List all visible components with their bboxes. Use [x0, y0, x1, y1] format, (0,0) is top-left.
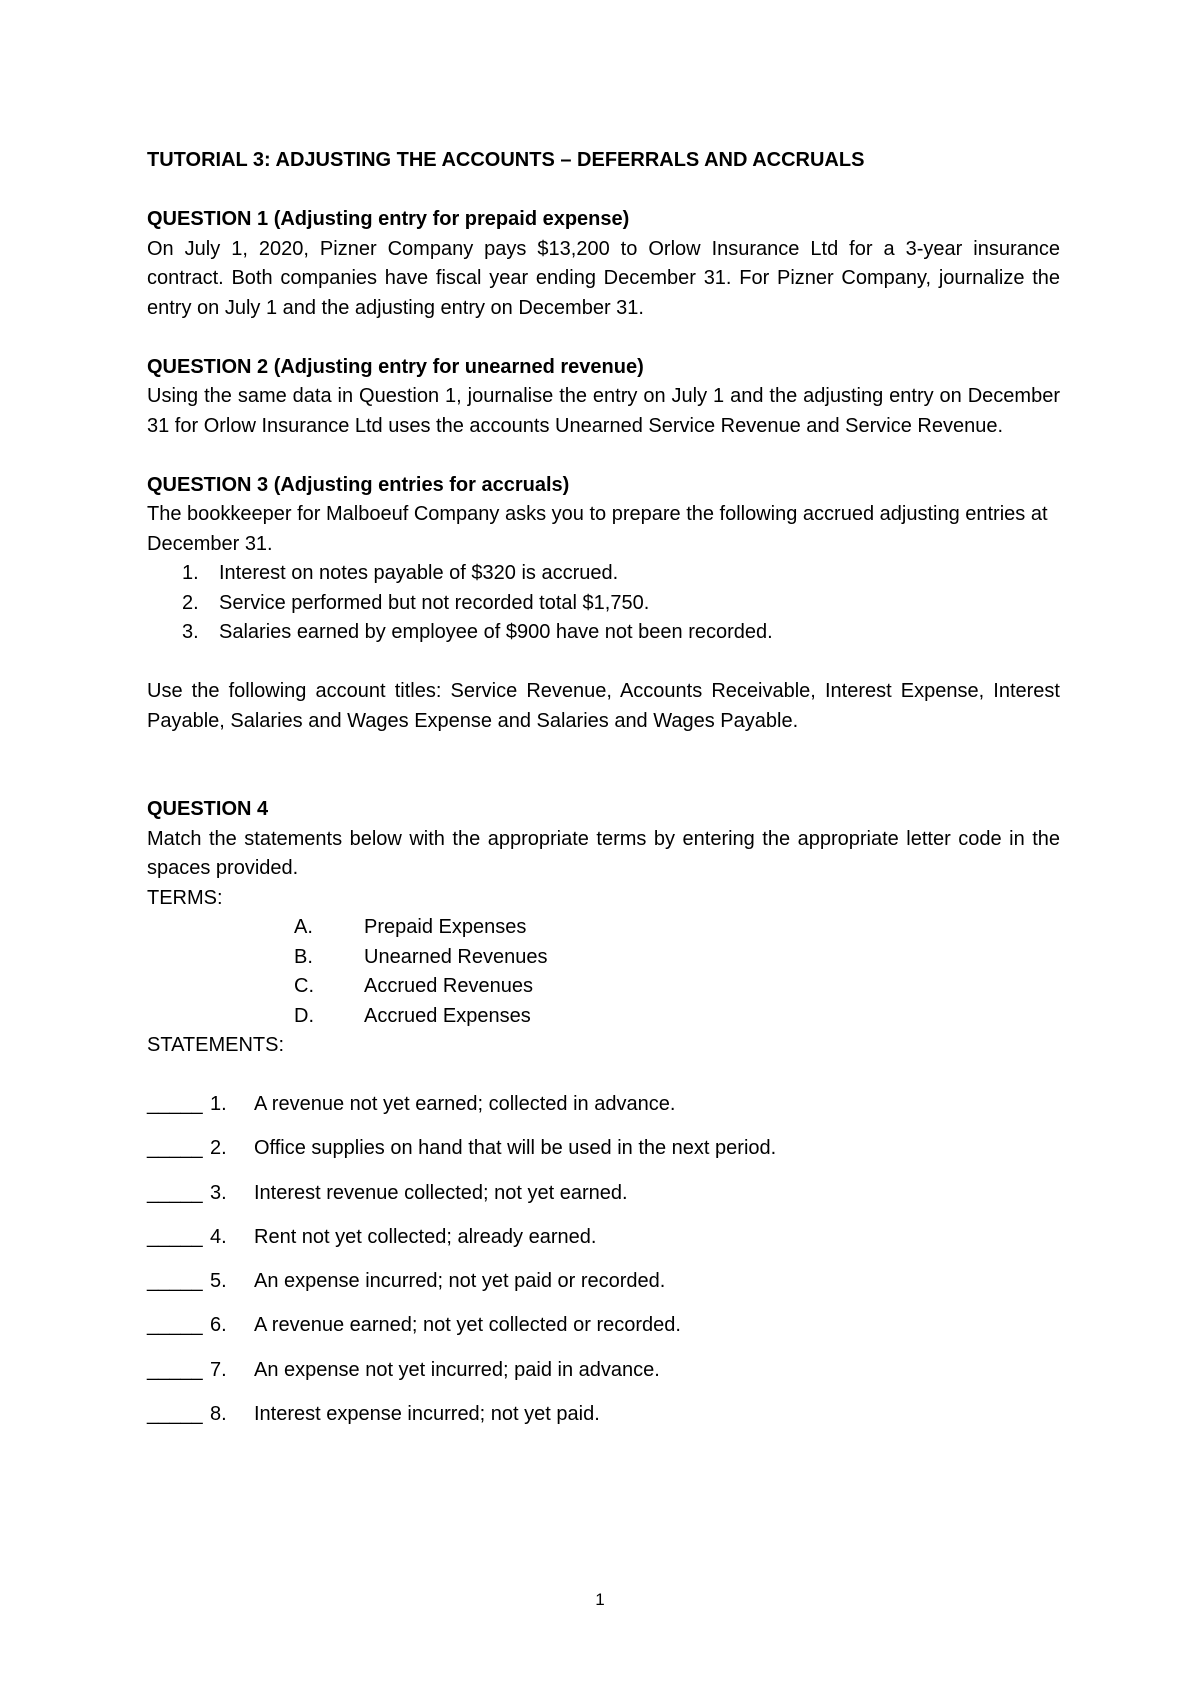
statement-text: Office supplies on hand that will be used in the next period.: [254, 1137, 777, 1160]
list-item-text: Interest on notes payable of $320 is accrued.: [219, 562, 619, 584]
term-letter: B.: [294, 945, 313, 968]
statement-number: 2.: [210, 1137, 227, 1160]
question-2-body: Using the same data in Question 1, journalise the entry on July 1 and the adjusting entry on December 31 for Orlow Insurance Ltd uses the accounts Unearned Service Revenue and Service Revenue.: [147, 385, 1060, 437]
question-2: [147, 353, 1060, 442]
statement-row: [147, 1179, 1060, 1209]
statement-row: [147, 1356, 1060, 1386]
spacer: [147, 736, 1060, 795]
list-item: [147, 618, 1060, 648]
question-3: [147, 471, 1060, 737]
statement-text: An expense incurred; not yet paid or recorded.: [254, 1270, 666, 1293]
statement-row: [147, 1134, 1060, 1164]
answer-blank: _____: [147, 1314, 203, 1337]
spacer: [147, 648, 1060, 678]
answer-blank: _____: [147, 1270, 203, 1293]
list-item-text: Salaries earned by employee of $900 have not been recorded.: [219, 621, 773, 643]
question-4-heading: QUESTION 4: [147, 798, 269, 820]
list-item-text: Service performed but not recorded total $1,750.: [219, 591, 650, 614]
page-number: 1: [595, 1590, 605, 1609]
term-text: Accrued Revenues: [364, 975, 533, 997]
list-item-number: 2.: [182, 591, 199, 614]
document-page: [147, 146, 1060, 1444]
question-2-heading: QUESTION 2 (Adjusting entry for unearned revenue): [147, 355, 644, 378]
answer-blank: _____: [147, 1181, 203, 1204]
statement-number: 8.: [210, 1403, 227, 1426]
spacer: [147, 176, 1060, 206]
spacer: [147, 441, 1060, 471]
answer-blank: _____: [147, 1093, 203, 1115]
question-4: [147, 795, 1060, 1430]
statement-row: [147, 1223, 1060, 1253]
statement-text: Interest expense incurred; not yet paid.: [254, 1403, 600, 1426]
question-3-intro: The bookkeeper for Malboeuf Company asks you to prepare the following accrued adjusting entries at December 31.: [147, 503, 1048, 555]
term-row: [147, 943, 1060, 973]
question-4-instructions: Match the statements below with the appropriate terms by entering the appropriate letter code in the spaces provided.: [147, 827, 1060, 879]
term-text: Prepaid Expenses: [364, 916, 527, 938]
list-item: [147, 559, 1060, 589]
term-row: [147, 1002, 1060, 1032]
statement-row: [147, 1400, 1060, 1430]
list-item: [147, 589, 1060, 619]
question-3-heading: QUESTION 3 (Adjusting entries for accruals): [147, 473, 570, 496]
answer-blank: _____: [147, 1225, 203, 1248]
terms-list: [147, 913, 1060, 1031]
term-row: [147, 972, 1060, 1002]
statement-text: A revenue not yet earned; collected in advance.: [254, 1093, 676, 1115]
spacer: [147, 1061, 1060, 1091]
list-item-number: 1.: [182, 562, 199, 584]
answer-blank: _____: [147, 1403, 203, 1426]
statement-text: An expense not yet incurred; paid in advance.: [254, 1358, 660, 1381]
document-title: TUTORIAL 3: ADJUSTING THE ACCOUNTS – DEFERRALS AND ACCRUALS: [147, 149, 865, 171]
statement-number: 4.: [210, 1225, 227, 1248]
question-1: [147, 205, 1060, 323]
list-item-number: 3.: [182, 621, 199, 643]
question-1-heading: QUESTION 1 (Adjusting entry for prepaid expense): [147, 208, 630, 230]
term-text: Accrued Expenses: [364, 1004, 531, 1027]
statements-label: STATEMENTS:: [147, 1034, 285, 1056]
statement-row: [147, 1311, 1060, 1341]
term-text: Unearned Revenues: [364, 945, 548, 968]
statement-text: Rent not yet collected; already earned.: [254, 1225, 597, 1248]
question-3-list: [147, 559, 1060, 648]
statement-row: [147, 1267, 1060, 1297]
statement-number: 1.: [210, 1093, 227, 1115]
term-letter: A.: [294, 916, 313, 938]
statement-text: A revenue earned; not yet collected or recorded.: [254, 1314, 681, 1337]
terms-label: TERMS:: [147, 886, 223, 909]
statement-row: [147, 1090, 1060, 1120]
answer-blank: _____: [147, 1137, 203, 1160]
answer-blank: _____: [147, 1358, 203, 1381]
statements-list: [147, 1090, 1060, 1430]
statement-text: Interest revenue collected; not yet earned.: [254, 1181, 628, 1204]
term-letter: D.: [294, 1004, 314, 1027]
question-3-closing: Use the following account titles: Service Revenue, Accounts Receivable, Interest Expense, Interest Payable, Salaries and Wages Expense and Salaries and Wages Payable.: [147, 680, 1060, 732]
term-row: [147, 913, 1060, 943]
spacer: [147, 323, 1060, 353]
statement-number: 6.: [210, 1314, 227, 1337]
question-1-body: On July 1, 2020, Pizner Company pays $13,200 to Orlow Insurance Ltd for a 3-year insurance contract. Both companies have fiscal year ending December 31. For Pizner Company, journalize the entry on July 1 and the adjusting entry on December 31.: [147, 237, 1060, 319]
statement-number: 3.: [210, 1181, 227, 1204]
term-letter: C.: [294, 975, 314, 997]
statement-number: 5.: [210, 1270, 227, 1293]
statement-number: 7.: [210, 1358, 227, 1381]
